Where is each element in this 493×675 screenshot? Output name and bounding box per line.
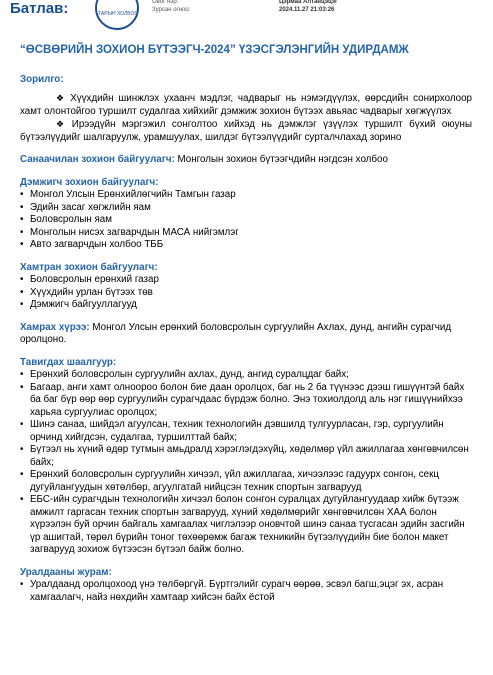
participation-list: [20, 579, 472, 604]
signature-meta-labels: [152, 0, 190, 14]
list-item: • Багаар, анги хамт олноороо болон бие даан оролцох, баг нь 2 ба түүнээс дээш гишүүнтэй байх ба баг бүр өөр өөр сургуулийн сурагчдаас бүрдэж болно. Энэ тохиолдолд аль нэг гишүүнийхээ харьяа сургуулиас оролцох;: [20, 382, 472, 420]
document-title: “ӨСВӨРИЙН ЗОХИОН БҮТЭЭГЧ-2024” ҮЗЭСГЭЛЭНГИЙН УДИРДАМЖ: [20, 44, 409, 56]
list-item: • Хүүхдийн урлан бүтээх төв: [20, 287, 472, 300]
initiator-value: Монголын зохион бүтээгчдийн нэгдсэн холбоо: [177, 154, 388, 165]
list-item: • Ерөнхий боловсролын сургуулийн хичээл, үйл ажиллагаа, хичээлээс гадуурх сонгон, секц дугуйлангуудын хөтөлбөр, агуулгатай нийцсэн техник спортын загварууд: [20, 469, 472, 494]
supporters-heading: Дэмжигч зохион байгуулагч:: [20, 176, 159, 188]
goal-paragraph-1: [20, 92, 472, 118]
meta-date-label: Зурсан огноо:: [152, 7, 191, 13]
meta-name-value: Цэрмаа Алтанцэцэг: [279, 0, 338, 5]
list-item: • Уралдаанд оролцохоод үнэ төлбөргүй. Бүртгэлийг сурагч өөрөө, эсвэл багш,эцэг эх, асран хамгаалагч, найз нөхдийн хамтаар хийсэн байх ёстой: [20, 579, 472, 604]
diamond-bullet-icon: ❖: [56, 93, 67, 103]
diamond-bullet-icon: ❖: [56, 119, 68, 129]
goal-text-1: Хүүхдийн шинжлэх ухаанч мэдлэг, чадварыг нь нэмэгдүүлэх, өөрсдийн сонирхолоор хамт олонтойгоо туршилт судалгаа хийхийг дэмжиж зохион бүтээх авьяас чадварыг хөгжүүлэх: [20, 93, 472, 117]
list-item: • Боловсролын яам: [20, 214, 472, 227]
partners-list: [20, 274, 472, 312]
meta-name-label: Овог нэр:: [152, 0, 179, 5]
approved-label: Батлав:: [10, 0, 69, 17]
list-item: • Эдийн засаг хөгжлийн яам: [20, 202, 472, 215]
requirements-list: [20, 369, 472, 557]
list-item: • ЕБС-ийн сурагчдын технологийн хичээл болон сонгон суралцах дугуйлангуудаар хийж бүтээж амжилт гаргасан техник спортын загварууд, хүний хөдөлмөрийг хөнгөвчилсөн ХАА болон хүрээлэн буй орчин байгаль хамгаалах чиглэлээр оновчтой шинэ санаа тусгасан эдийн засгийн үр ашигтай, төрөл бүрийн тоног төхөөрөмж багаж техникийн бүтээлүүдийн бие болон макет загварууд зохиож бүтээсэн бүтээл байж болно.: [20, 494, 472, 557]
supporters-list: [20, 189, 472, 252]
initiator-line: [20, 154, 472, 167]
scope-value: Монгол Улсын ерөнхий боловсролын сургуулийн Ахлах, дунд, ангийн сурагчид оролцоно.: [20, 321, 452, 345]
partners-heading: Хамтран зохион байгуулагч:: [20, 261, 158, 273]
list-item: • Ерөнхий боловсролын сургуулийн ахлах, дунд, ангид суралцдаг байх;: [20, 369, 472, 382]
requirements-heading: Тавигдах шаалгуур:: [20, 356, 117, 368]
goal-heading: Зорилго:: [20, 73, 64, 85]
goal-text-2: Ирээдүйн мэргэжил сонголтоо хийхэд нь дэмжлэг үзүүлэх туршилт бүхий оюуны бүтээлүүдийг шалгаруулж, урамшуулах, шилдэг бүтээлүүдийг сурталчлахад зорино: [20, 119, 473, 143]
seal-text: ТАРЫН ХОЛБОО: [98, 11, 139, 17]
list-item: • Авто загварчдын холбоо ТББ: [20, 239, 472, 252]
list-item: • Монголын нисэх загварчдын МАСА нийгэмлэг: [20, 227, 472, 240]
goal-paragraph-2: [20, 118, 472, 144]
list-item: • Монгол Улсын Ерөнхийлөгчийн Тамгын газар: [20, 189, 472, 202]
list-item: • Шинэ санаа, шийдэл агуулсан, техник технологийн дэвшилд тулгуурласан, гэр, сургуулийн орчинд хийгдсэн, судалгаа, туршилттай байх;: [20, 419, 472, 444]
initiator-heading: Санаачилан зохион байгуулагч:: [20, 154, 175, 165]
scope-heading: Хамрах хүрээ:: [20, 321, 90, 333]
list-item: • Боловсролын ерөнхий газар: [20, 274, 472, 287]
scope-line: [20, 322, 472, 347]
signature-meta-values: [279, 0, 338, 14]
header-bar: [0, 0, 493, 28]
meta-date-value: 2024.11.27 21:03:26: [279, 7, 335, 13]
participation-heading: Уралдааны журам:: [20, 566, 112, 578]
list-item: • Дэмжигч байгууллагууд: [20, 299, 472, 312]
document-body: [20, 44, 472, 604]
list-item: • Бүтээл нь хүний өдөр тутмын амьдралд хэрэглэгдэхүйц, хөдөлмөр үйл ажиллагаа хөнгөвчилсөн байх;: [20, 444, 472, 469]
